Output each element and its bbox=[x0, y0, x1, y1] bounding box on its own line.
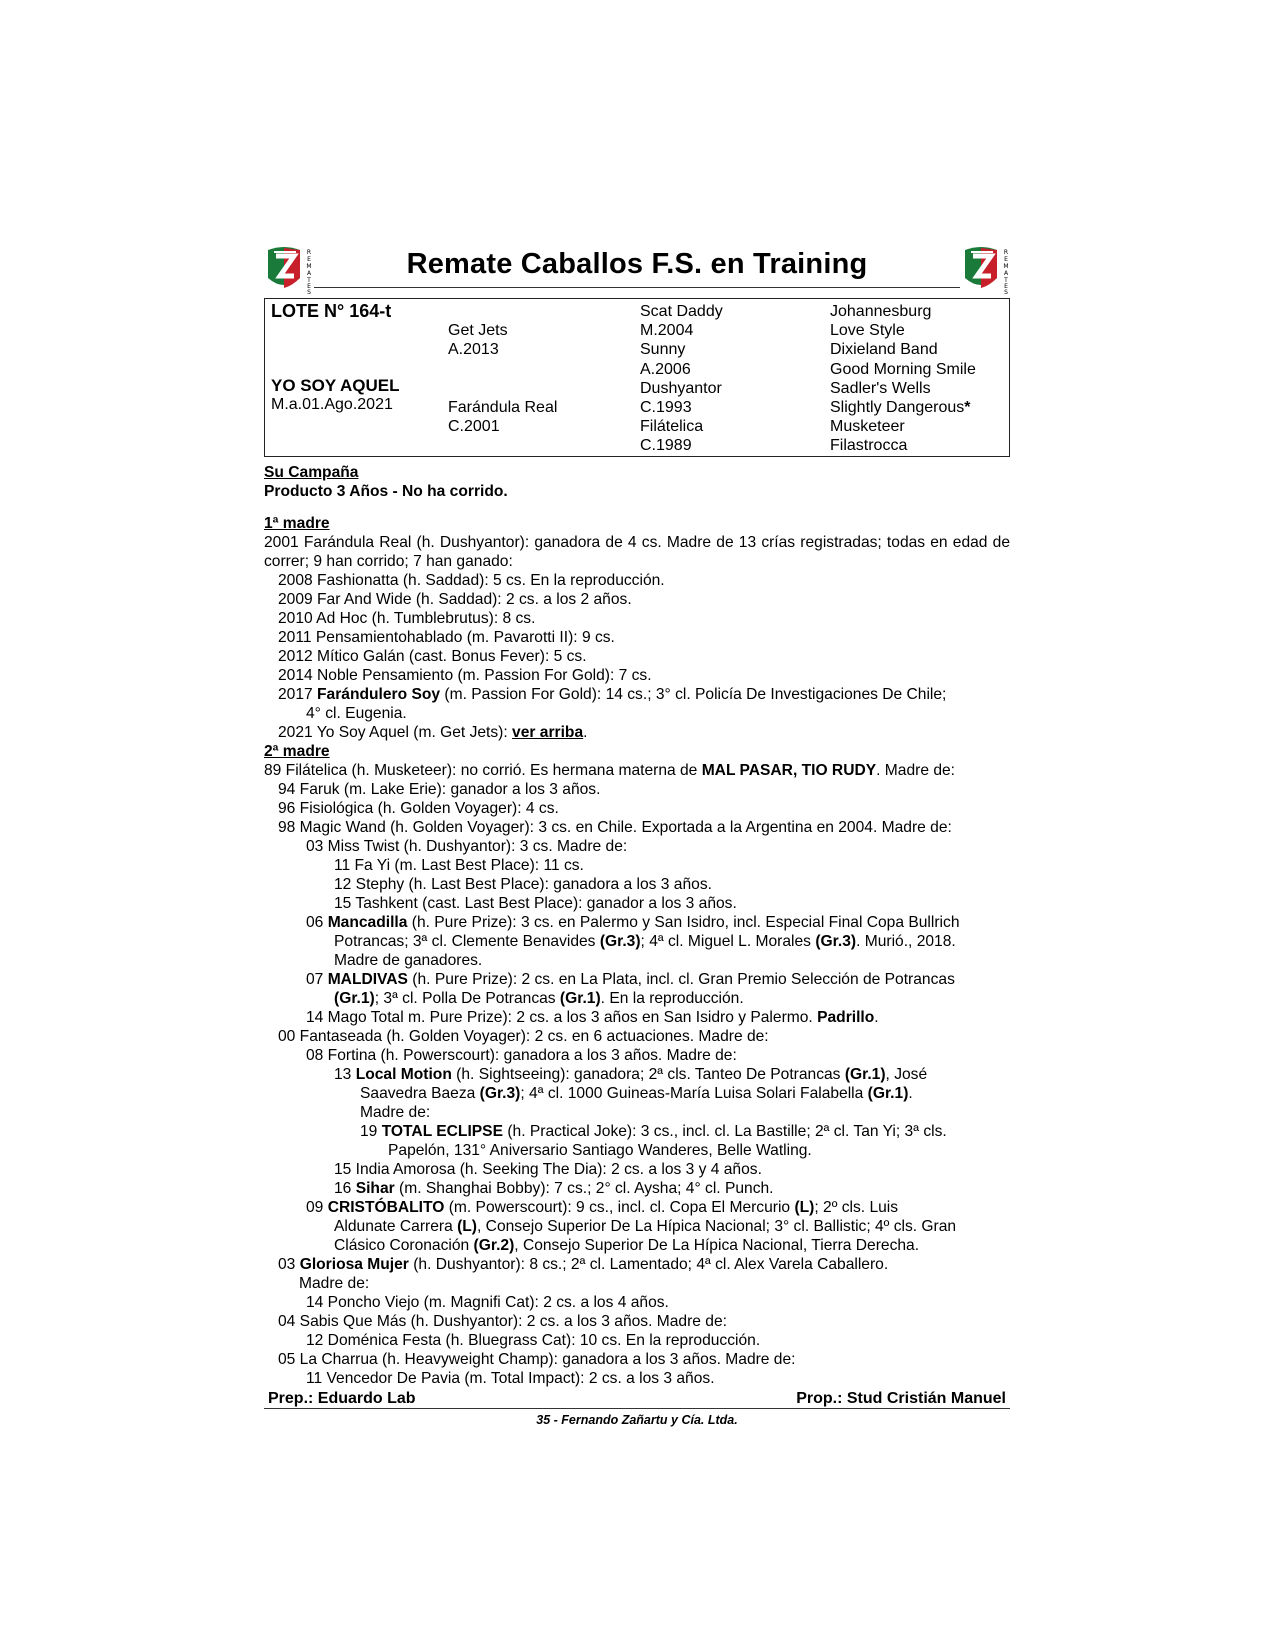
great-grandparent: Sadler's Wells bbox=[830, 379, 931, 397]
grandparent: Scat Daddy bbox=[640, 303, 723, 320]
list-item: 2014 Noble Pensamiento (m. Passion For Gold): 7 cs. bbox=[278, 667, 652, 684]
svg-text:M: M bbox=[1003, 263, 1009, 270]
great-grandparent: Good Morning Smile bbox=[830, 360, 976, 378]
great-grandparent: Johannesburg bbox=[830, 303, 932, 320]
great-grandparent: Love Style bbox=[830, 322, 905, 340]
catalog-page bbox=[264, 244, 1010, 1427]
list-item: 2011 Pensamientohablado (m. Pavarotti II): 9 cs. bbox=[278, 629, 615, 646]
list-item: 06 Mancadilla (h. Pure Prize): 3 cs. en Palermo y San Isidro, incl. Especial Final Copa Bullrich bbox=[306, 914, 960, 931]
header-divider bbox=[314, 287, 960, 288]
list-item: 12 Stephy (h. Last Best Place): ganadora a los 3 años. bbox=[334, 876, 712, 893]
lot-details bbox=[264, 463, 1010, 1388]
list-item: 2008 Fashionatta (h. Saddad): 5 cs. En la reproducción. bbox=[278, 572, 665, 589]
list-item: 16 Sihar (m. Shanghai Bobby): 7 cs.; 2° cl. Aysha; 4° cl. Punch. bbox=[334, 1180, 774, 1197]
list-item: 15 India Amorosa (h. Seeking The Dia): 2 cs. a los 3 y 4 años. bbox=[334, 1161, 762, 1178]
list-item-cont: 4° cl. Eugenia. bbox=[306, 705, 407, 722]
great-grandparent: Filastrocca bbox=[830, 437, 908, 455]
list-item: 2017 Farándulero Soy (m. Passion For Gold): 14 cs.; 3° cl. Policía De Investigaciones De Chile; bbox=[278, 686, 947, 703]
svg-text:S: S bbox=[307, 289, 311, 296]
see-above-link[interactable]: ver arriba bbox=[512, 724, 584, 741]
lote-number: LOTE N° 164-t bbox=[271, 301, 392, 321]
list-item: 09 CRISTÓBALITO (m. Powerscourt): 9 cs., incl. cl. Copa El Mercurio (L); 2º cls. Luis bbox=[306, 1199, 899, 1216]
list-item: 94 Faruk (m. Lake Erie): ganador a los 3 años. bbox=[278, 781, 601, 798]
list-item: 15 Tashkent (cast. Last Best Place): ganador a los 3 años. bbox=[334, 895, 737, 912]
svg-text:S: S bbox=[1004, 289, 1008, 296]
first-dam-intro: 2001 Farándula Real (h. Dushyantor): ganadora de 4 cs. Madre de 13 crías registradas; todas en edad de correr; 9 han corrido; 7 han ganado: bbox=[264, 534, 1010, 570]
list-item: 12 Doménica Festa (h. Bluegrass Cat): 10 cs. En la reproducción. bbox=[306, 1332, 761, 1349]
svg-text:T: T bbox=[1004, 277, 1008, 284]
second-dam-intro: 89 Filátelica (h. Musketeer): no corrió. Es hermana materna de MAL PASAR, TIO RUDY. Madre de: bbox=[264, 762, 955, 779]
svg-text:E: E bbox=[307, 256, 311, 263]
list-item-cont: Potrancas; 3ª cl. Clemente Benavides (Gr.3); 4ª cl. Miguel L. Morales (Gr.3). Murió., 2018. bbox=[334, 933, 956, 950]
horse-name: YO SOY AQUEL bbox=[271, 376, 400, 396]
list-item: 05 La Charrua (h. Heavyweight Champ): ganadora a los 3 años. Madre de: bbox=[278, 1351, 796, 1368]
list-item: 2012 Mítico Galán (cast. Bonus Fever): 5 cs. bbox=[278, 648, 587, 665]
grandparent: Sunny bbox=[640, 341, 686, 359]
owner: Prop.: Stud Cristián Manuel bbox=[796, 1390, 1006, 1407]
list-item-cont: Aldunate Carrera (L), Consejo Superior De La Hípica Nacional; 3° cl. Ballistic; 4º cls. Gran bbox=[334, 1218, 957, 1235]
remates-logo-right bbox=[961, 244, 1013, 296]
list-item: 2021 Yo Soy Aquel (m. Get Jets): ver arriba. bbox=[278, 724, 588, 741]
list-item-cont: Madre de: bbox=[360, 1104, 431, 1121]
list-item-cont: Papelón, 131° Aniversario Santiago Wanderes, Belle Watling. bbox=[388, 1142, 812, 1159]
star-mark: * bbox=[964, 399, 971, 417]
page-number: 35 - Fernando Zañartu y Cía. Ltda. bbox=[536, 1413, 738, 1427]
grandparent: A.2006 bbox=[640, 360, 691, 378]
grandparent: Dushyantor bbox=[640, 379, 722, 397]
list-item: 2010 Ad Hoc (h. Tumblebrutus): 8 cs. bbox=[278, 610, 536, 627]
grandparent: M.2004 bbox=[640, 322, 694, 340]
sire-info: A.2013 bbox=[448, 341, 499, 359]
svg-text:E: E bbox=[1004, 256, 1008, 263]
footer bbox=[264, 1388, 1010, 1409]
list-item: 11 Vencedor De Pavia (m. Total Impact): 2 cs. a los 3 años. bbox=[306, 1370, 715, 1387]
list-item: 13 Local Motion (h. Sightseeing): ganadora; 2ª cls. Tanteo De Potrancas (Gr.1), José bbox=[334, 1066, 928, 1083]
pedigree-col-great-grandparents bbox=[830, 302, 1010, 456]
list-item: 04 Sabis Que Más (h. Dushyantor): 2 cs. a los 3 años. Madre de: bbox=[278, 1313, 727, 1330]
list-item: 00 Fantaseada (h. Golden Voyager): 2 cs. en 6 actuaciones. Madre de: bbox=[278, 1028, 769, 1045]
first-dam-heading: 1ª madre bbox=[264, 515, 330, 532]
svg-text:T: T bbox=[307, 277, 311, 284]
pedigree-col-parents bbox=[448, 302, 628, 436]
great-grandparent: Musketeer bbox=[830, 418, 905, 436]
second-dam-heading: 2ª madre bbox=[264, 743, 330, 760]
campaign-text: Producto 3 Años - No ha corrido. bbox=[264, 483, 508, 500]
horse-info: M.a.01.Ago.2021 bbox=[271, 396, 393, 414]
campaign-heading: Su Campaña bbox=[264, 464, 359, 481]
grandparent: C.1989 bbox=[640, 437, 692, 455]
list-item-cont: Madre de: bbox=[299, 1275, 370, 1292]
preparer: Prep.: Eduardo Lab bbox=[268, 1390, 416, 1407]
list-item: 14 Mago Total m. Pure Prize): 2 cs. a los 3 años en San Isidro y Palermo. Padrillo. bbox=[306, 1009, 879, 1026]
list-item: 19 TOTAL ECLIPSE (h. Practical Joke): 3 cs., incl. cl. La Bastille; 2ª cl. Tan Yi; 3ª cls. bbox=[360, 1123, 947, 1140]
dam-name: Farándula Real bbox=[448, 399, 558, 417]
pedigree-col-grandparents bbox=[640, 302, 820, 456]
dam-info: C.2001 bbox=[448, 418, 500, 436]
pedigree-col-horse bbox=[271, 302, 441, 415]
page-title: Remate Caballos F.S. en Training bbox=[406, 248, 868, 280]
list-item: 2009 Far And Wide (h. Saddad): 2 cs. a los 2 años. bbox=[278, 591, 632, 608]
svg-text:M: M bbox=[306, 263, 312, 270]
grandparent: C.1993 bbox=[640, 399, 692, 417]
list-item: 07 MALDIVAS (h. Pure Prize): 2 cs. en La Plata, incl. cl. Gran Premio Selección de Potrancas bbox=[306, 971, 955, 988]
list-item-cont: (Gr.1); 3ª cl. Polla De Potrancas (Gr.1). En la reproducción. bbox=[334, 990, 744, 1007]
list-item: 11 Fa Yi (m. Last Best Place): 11 cs. bbox=[334, 857, 584, 874]
list-item: 08 Fortina (h. Powerscourt): ganadora a los 3 años. Madre de: bbox=[306, 1047, 737, 1064]
list-item: 14 Poncho Viejo (m. Magnifi Cat): 2 cs. a los 4 años. bbox=[306, 1294, 669, 1311]
svg-text:R: R bbox=[1003, 249, 1009, 256]
svg-text:E: E bbox=[307, 283, 311, 290]
list-item-cont: Madre de ganadores. bbox=[334, 952, 483, 969]
list-item-cont: Clásico Coronación (Gr.2), Consejo Superior De La Hípica Nacional, Tierra Derecha. bbox=[334, 1237, 920, 1254]
page-header bbox=[264, 244, 1010, 296]
list-item: 98 Magic Wand (h. Golden Voyager): 3 cs. en Chile. Exportada a la Argentina en 2004. Madre de: bbox=[278, 819, 952, 836]
great-grandparent: Slightly Dangerous* bbox=[830, 399, 971, 417]
list-item-cont: Saavedra Baeza (Gr.3); 4ª cl. 1000 Guineas-María Luisa Solari Falabella (Gr.1). bbox=[360, 1085, 913, 1102]
pedigree-box bbox=[264, 298, 1010, 457]
remates-logo-left bbox=[264, 244, 316, 296]
svg-text:E: E bbox=[1004, 283, 1008, 290]
svg-text:R: R bbox=[306, 249, 312, 256]
list-item: 03 Gloriosa Mujer (h. Dushyantor): 8 cs.; 2ª cl. Lamentado; 4ª cl. Alex Varela Caballero. bbox=[278, 1256, 889, 1273]
list-item: 03 Miss Twist (h. Dushyantor): 3 cs. Madre de: bbox=[306, 838, 628, 855]
list-item: 96 Fisiológica (h. Golden Voyager): 4 cs. bbox=[278, 800, 559, 817]
great-grandparent: Dixieland Band bbox=[830, 341, 938, 359]
svg-text:A: A bbox=[306, 270, 312, 277]
grandparent: Filátelica bbox=[640, 418, 704, 436]
sire-name: Get Jets bbox=[448, 322, 508, 340]
svg-text:A: A bbox=[1003, 270, 1009, 277]
